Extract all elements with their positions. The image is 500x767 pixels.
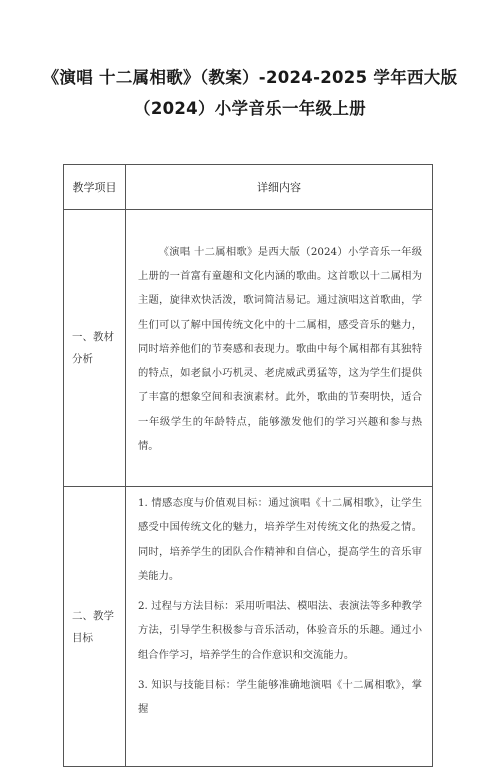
header-details: 详细内容 <box>126 165 433 210</box>
row-label-line: 二、教学 <box>72 609 114 622</box>
document-title-line-2: （2024）小学音乐一年级上册 <box>134 99 366 118</box>
header-teaching-item: 教学项目 <box>64 165 126 210</box>
objective-item: 1. 情感态度与价值观目标：通过演唱《十二属相歌》，让学生感受中国传统文化的魅力，培养学生对传统文化的热爱之情。同时，培养学生的团队合作精神和自信心，提高学生的音乐审美能力。 <box>138 497 422 582</box>
objective-item: 2. 过程与方法目标：采用听唱法、模唱法、表演法等多种教学方法，引导学生积极参与音乐活动，体验音乐的乐趣。通过小组合作学习，培养学生的合作意识和交流能力。 <box>138 600 422 661</box>
material-analysis-content <box>126 210 433 487</box>
teaching-objectives-content <box>126 487 433 767</box>
lesson-plan-table <box>63 164 433 767</box>
row-label-line: 目标 <box>72 631 93 644</box>
document-title-line-1: 《演唱 十二属相歌》（教案）-2024-2025 学年西大版 <box>42 68 458 87</box>
row-label-material-analysis <box>64 210 126 487</box>
table-row-material-analysis <box>64 210 433 487</box>
row-label-teaching-objectives <box>64 487 126 767</box>
table-header-row <box>64 165 433 210</box>
row-label-line: 一、教材 <box>72 331 114 343</box>
table-row-teaching-objectives <box>64 487 433 767</box>
row-label-line: 分析 <box>72 353 93 365</box>
material-analysis-paragraph: 《演唱 十二属相歌》是西大版（2024）小学音乐一年级上册的一首富有童趣和文化内涵的歌曲。这首歌以十二属相为主题，旋律欢快活泼，歌词简洁易记。通过演唱这首歌曲，学生们可以了解中国传统文化中的十二属相，感受音乐的魅力，同时培养他们的节奏感和表现力。歌曲中每个属相都有其独特的特点，如老鼠小巧机灵、老虎威武勇猛等，这为学生们提供了丰富的想象空间和表演素材。此外，歌曲的节奏明快，适合一年级学生的年龄特点，能够激发他们的学习兴趣和参与热情。 <box>138 245 422 453</box>
objective-item: 3. 知识与技能目标：学生能够准确地演唱《十二属相歌》，掌握 <box>138 679 422 716</box>
